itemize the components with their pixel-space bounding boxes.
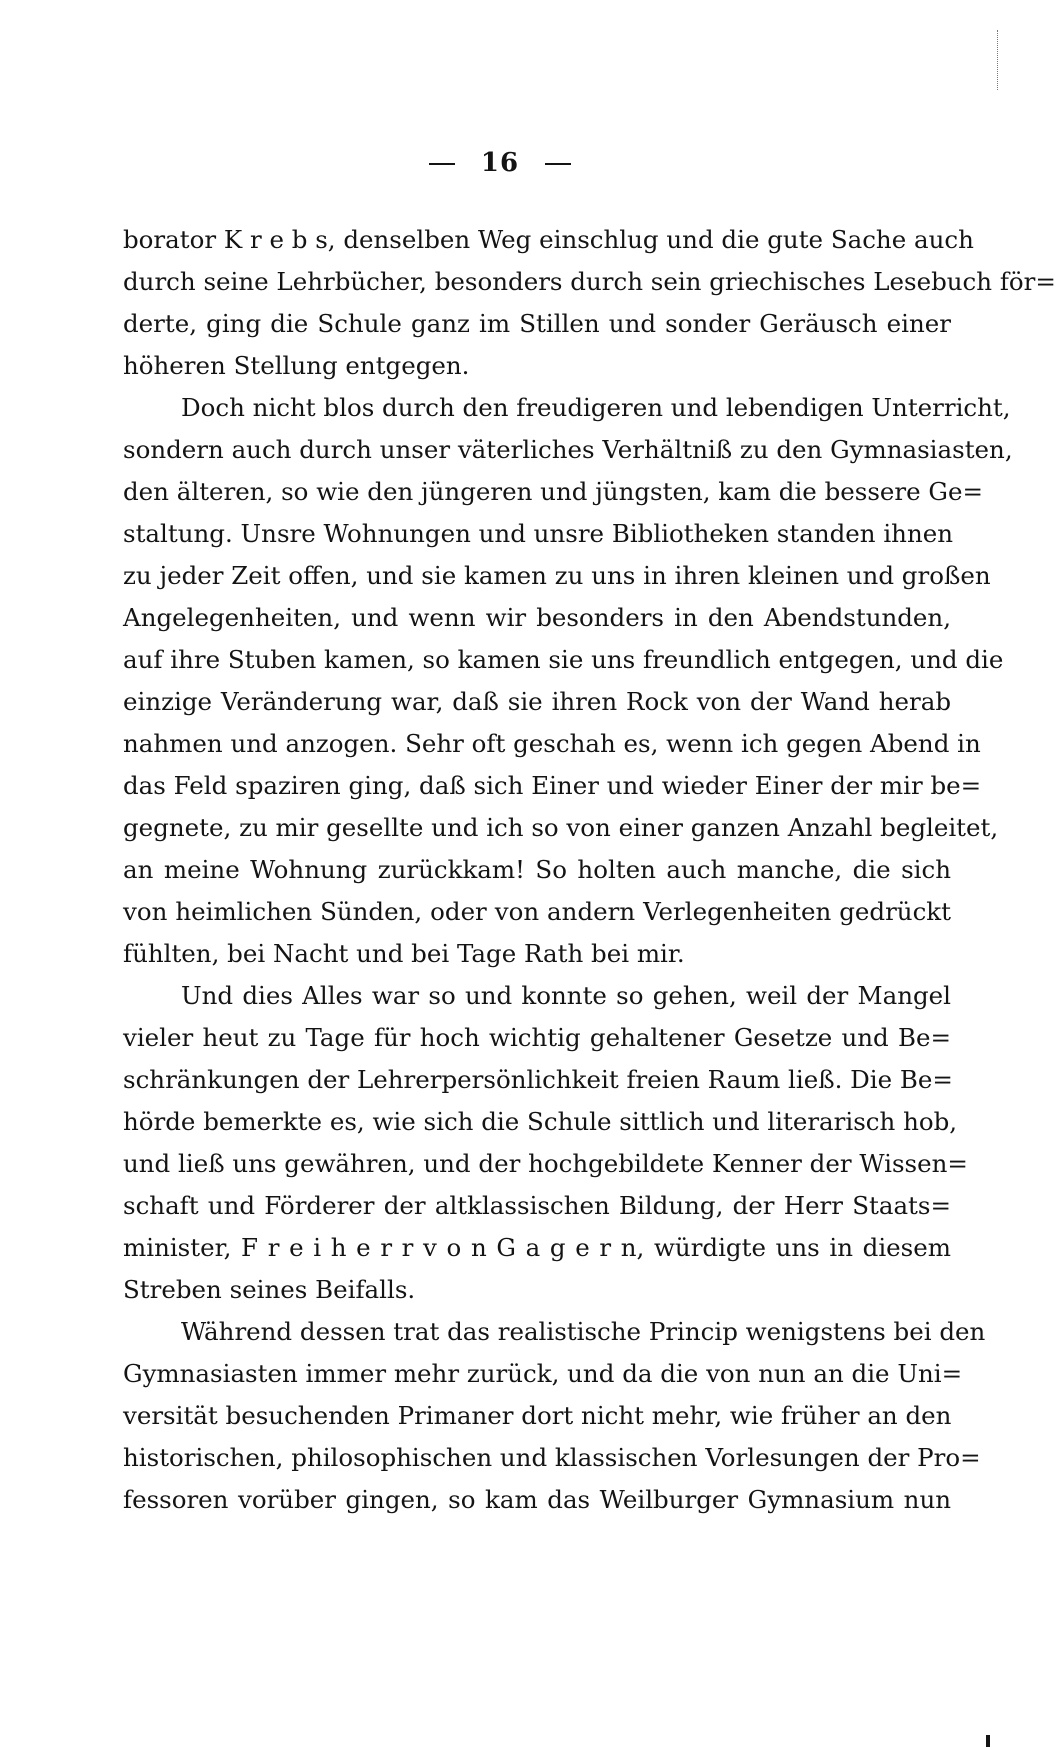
text-line: nahmen und anzogen. Sehr oft geschah es, wenn ich gegen Abend in [123,729,981,758]
text-line: derte, ging die Schule ganz im Stillen und sonder Geräusch einer [123,309,951,338]
body-text [123,219,1056,1521]
text-line: schränkungen der Lehrerpersönlichkeit freien Raum ließ. Die Be= [123,1065,953,1094]
page-number: 16 [480,148,520,178]
text-line: einzige Veränderung war, daß sie ihren Rock von der Wand herab [123,687,951,716]
text-line: Gymnasiasten immer mehr zurück, und da die von nun an die Uni= [123,1359,963,1388]
text-line: versität besuchenden Primaner dort nicht mehr, wie früher an den [123,1401,952,1430]
paragraph-start-line: Während dessen trat das realistische Princip wenigstens bei den [181,1317,986,1346]
text-line: und ließ uns gewähren, und der hochgebildete Kenner der Wissen= [123,1149,968,1178]
header-dash-right [545,163,571,165]
text-line: Streben seines Beifalls. [123,1275,416,1304]
text-line: Angelegenheiten, und wenn wir besonders in den Abendstunden, [123,603,951,632]
text-line: höheren Stellung entgegen. [123,351,470,380]
paragraph-start-line: Doch nicht blos durch den freudigeren und lebendigen Unterricht, [181,393,1011,422]
text-line: fühlten, bei Nacht und bei Tage Rath bei mir. [123,939,685,968]
page-header [0,148,1000,178]
text-line: sondern auch durch unser väterliches Verhältniß zu den Gymnasiasten, [123,435,1013,464]
text-line: zu jeder Zeit offen, und sie kamen zu uns in ihren kleinen und großen [123,561,991,590]
scan-mark [986,1735,990,1747]
text-line: fessoren vorüber gingen, so kam das Weilburger Gymnasium nun [123,1485,951,1514]
text-line: vieler heut zu Tage für hoch wichtig gehaltener Gesetze und Be= [123,1023,951,1052]
text-line: durch seine Lehrbücher, besonders durch sein griechisches Lesebuch för= [123,267,1056,296]
text-line: den älteren, so wie den jüngeren und jüngsten, kam die bessere Ge= [123,477,984,506]
text-line: auf ihre Stuben kamen, so kamen sie uns freundlich entgegen, und die [123,645,1004,674]
text-line: minister, F r e i h e r r v o n G a g e r n, würdigte uns in diesem [123,1233,951,1262]
scan-edge-speck [993,30,998,90]
text-line: borator K r e b s, denselben Weg einschlug und die gute Sache auch [123,225,974,254]
text-line: das Feld spaziren ging, daß sich Einer und wieder Einer der mir be= [123,771,982,800]
paragraph-start-line: Und dies Alles war so und konnte so gehen, weil der Mangel [181,981,951,1010]
text-line: hörde bemerkte es, wie sich die Schule sittlich und literarisch hob, [123,1107,958,1136]
text-line: gegnete, zu mir gesellte und ich so von einer ganzen Anzahl begleitet, [123,813,999,842]
text-line: an meine Wohnung zurückkam! So holten auch manche, die sich [123,855,951,884]
text-line: staltung. Unsre Wohnungen und unsre Bibliotheken standen ihnen [123,519,954,548]
text-line: von heimlichen Sünden, oder von andern Verlegenheiten gedrückt [123,897,951,926]
text-line: schaft und Förderer der altklassischen Bildung, der Herr Staats= [123,1191,951,1220]
text-line: historischen, philosophischen und klassischen Vorlesungen der Pro= [123,1443,981,1472]
header-dash-left [429,163,455,165]
